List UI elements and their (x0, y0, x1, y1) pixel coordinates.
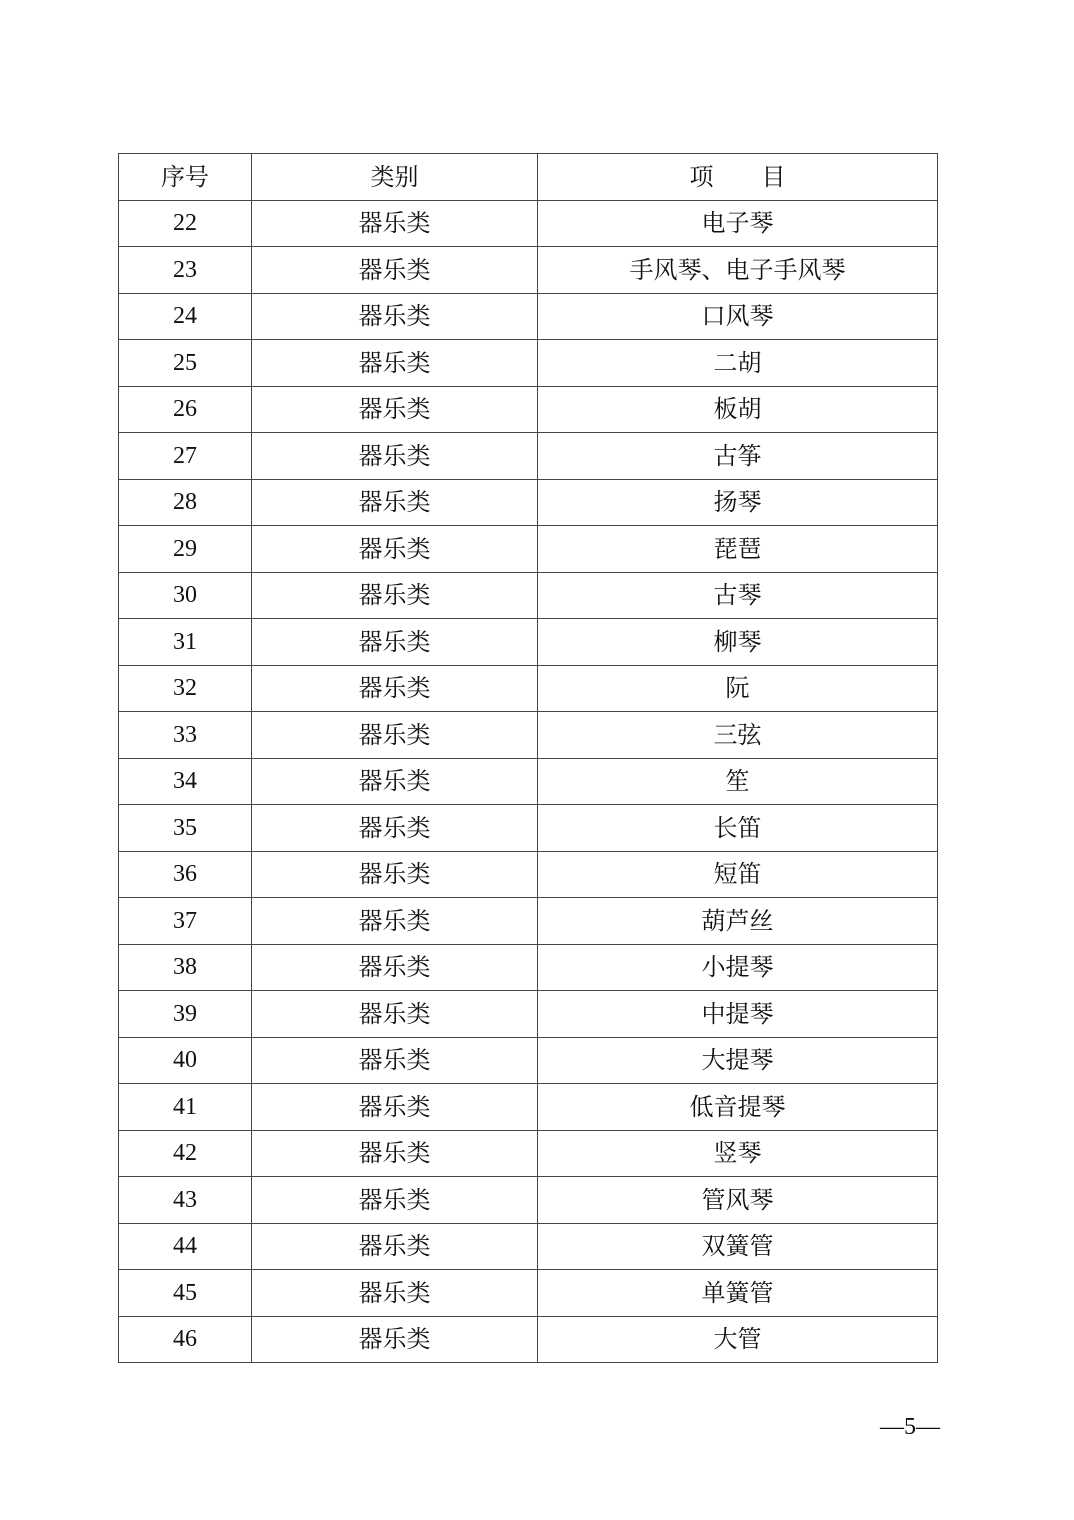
row-index-cell: 25 (119, 340, 252, 387)
row-category-cell: 器乐类 (252, 572, 538, 619)
row-category-cell: 器乐类 (252, 1130, 538, 1177)
row-index-cell: 42 (119, 1130, 252, 1177)
row-category-cell: 器乐类 (252, 1316, 538, 1363)
table-row (119, 479, 938, 526)
header-item: 项 目 (538, 154, 938, 201)
table-body (119, 200, 938, 1363)
row-item-cell: 三弦 (538, 712, 938, 759)
row-item-cell: 电子琴 (538, 200, 938, 247)
row-item-cell: 管风琴 (538, 1177, 938, 1224)
row-category-cell: 器乐类 (252, 200, 538, 247)
table-row (119, 851, 938, 898)
row-category-cell: 器乐类 (252, 991, 538, 1038)
row-item-cell: 二胡 (538, 340, 938, 387)
row-item-cell: 大提琴 (538, 1037, 938, 1084)
row-category-cell: 器乐类 (252, 944, 538, 991)
row-index-cell: 34 (119, 758, 252, 805)
row-category-cell: 器乐类 (252, 665, 538, 712)
row-category-cell: 器乐类 (252, 433, 538, 480)
row-index-cell: 41 (119, 1084, 252, 1131)
row-index-cell: 40 (119, 1037, 252, 1084)
row-index-cell: 23 (119, 247, 252, 294)
row-index-cell: 33 (119, 712, 252, 759)
row-category-cell: 器乐类 (252, 851, 538, 898)
row-item-cell: 葫芦丝 (538, 898, 938, 945)
row-category-cell: 器乐类 (252, 247, 538, 294)
row-item-cell: 双簧管 (538, 1223, 938, 1270)
row-item-cell: 笙 (538, 758, 938, 805)
row-category-cell: 器乐类 (252, 526, 538, 573)
table-row (119, 572, 938, 619)
row-item-cell: 低音提琴 (538, 1084, 938, 1131)
row-item-cell: 手风琴、电子手风琴 (538, 247, 938, 294)
table-row (119, 619, 938, 666)
row-index-cell: 44 (119, 1223, 252, 1270)
row-category-cell: 器乐类 (252, 386, 538, 433)
row-index-cell: 28 (119, 479, 252, 526)
row-index-cell: 22 (119, 200, 252, 247)
row-index-cell: 24 (119, 293, 252, 340)
table-row (119, 944, 938, 991)
table-row (119, 1130, 938, 1177)
row-category-cell: 器乐类 (252, 805, 538, 852)
table-row (119, 293, 938, 340)
row-item-cell: 口风琴 (538, 293, 938, 340)
row-item-cell: 阮 (538, 665, 938, 712)
row-category-cell: 器乐类 (252, 1223, 538, 1270)
row-item-cell: 短笛 (538, 851, 938, 898)
project-table (118, 153, 938, 1363)
row-item-cell: 竖琴 (538, 1130, 938, 1177)
row-category-cell: 器乐类 (252, 898, 538, 945)
row-item-cell: 小提琴 (538, 944, 938, 991)
row-category-cell: 器乐类 (252, 340, 538, 387)
row-item-cell: 单簧管 (538, 1270, 938, 1317)
table-row (119, 1316, 938, 1363)
table-row (119, 386, 938, 433)
table-row (119, 433, 938, 480)
table-row (119, 712, 938, 759)
table-row (119, 805, 938, 852)
row-category-cell: 器乐类 (252, 758, 538, 805)
row-index-cell: 38 (119, 944, 252, 991)
row-item-cell: 琵琶 (538, 526, 938, 573)
row-index-cell: 36 (119, 851, 252, 898)
page-number: —5— (880, 1414, 940, 1440)
table-row (119, 758, 938, 805)
table-row (119, 665, 938, 712)
row-category-cell: 器乐类 (252, 712, 538, 759)
row-index-cell: 27 (119, 433, 252, 480)
row-index-cell: 46 (119, 1316, 252, 1363)
table-row (119, 247, 938, 294)
table-row (119, 1084, 938, 1131)
row-item-cell: 古筝 (538, 433, 938, 480)
row-category-cell: 器乐类 (252, 1037, 538, 1084)
row-index-cell: 29 (119, 526, 252, 573)
table-row (119, 1037, 938, 1084)
row-index-cell: 43 (119, 1177, 252, 1224)
table-row (119, 526, 938, 573)
table-row (119, 340, 938, 387)
row-category-cell: 器乐类 (252, 619, 538, 666)
table-row (119, 991, 938, 1038)
row-item-cell: 板胡 (538, 386, 938, 433)
table-row (119, 1223, 938, 1270)
row-category-cell: 器乐类 (252, 1177, 538, 1224)
row-item-cell: 扬琴 (538, 479, 938, 526)
row-item-cell: 长笛 (538, 805, 938, 852)
table-row (119, 1177, 938, 1224)
row-index-cell: 31 (119, 619, 252, 666)
row-index-cell: 30 (119, 572, 252, 619)
row-index-cell: 37 (119, 898, 252, 945)
row-item-cell: 大管 (538, 1316, 938, 1363)
header-category: 类别 (252, 154, 538, 201)
table-row (119, 1270, 938, 1317)
row-category-cell: 器乐类 (252, 479, 538, 526)
table-header-row (119, 154, 938, 201)
row-index-cell: 45 (119, 1270, 252, 1317)
row-item-cell: 中提琴 (538, 991, 938, 1038)
table-row (119, 200, 938, 247)
row-item-cell: 柳琴 (538, 619, 938, 666)
row-index-cell: 26 (119, 386, 252, 433)
header-index: 序号 (119, 154, 252, 201)
row-index-cell: 32 (119, 665, 252, 712)
row-category-cell: 器乐类 (252, 293, 538, 340)
row-category-cell: 器乐类 (252, 1270, 538, 1317)
row-item-cell: 古琴 (538, 572, 938, 619)
row-index-cell: 35 (119, 805, 252, 852)
row-index-cell: 39 (119, 991, 252, 1038)
row-category-cell: 器乐类 (252, 1084, 538, 1131)
table-row (119, 898, 938, 945)
